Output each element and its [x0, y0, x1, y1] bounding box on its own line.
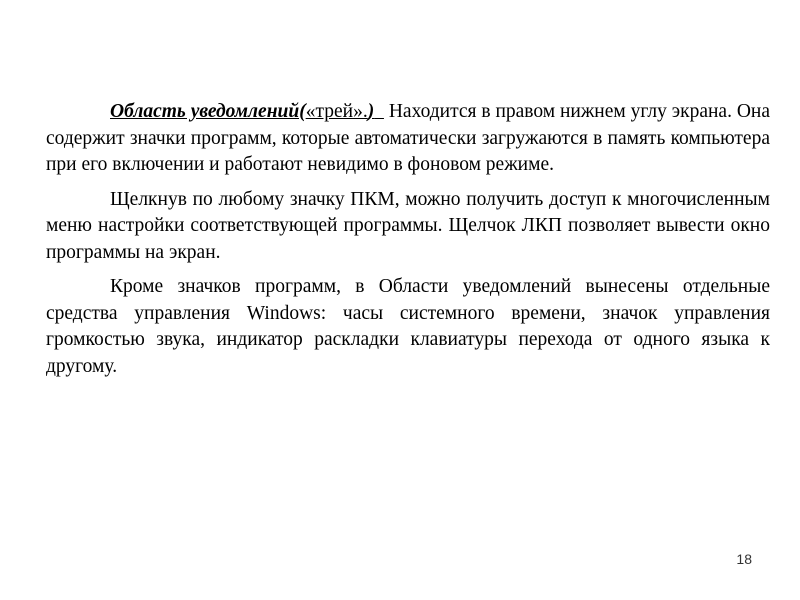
paragraph-text: Кроме значков программ, в Области уведомлений вынесены отдельные средства управления Windows: часы системного времени, значок управления громкостью звука, индикатор раскладки клавиатуры перехода от одного языка к другому. — [46, 276, 770, 377]
paragraph-text: Находится в правом нижнем углу экрана. Она содержит значки программ, которые автоматически загружаются в память компьютера при его включении и работают невидимо в фоновом режиме. — [46, 101, 770, 175]
paragraph-notification-area — [46, 99, 770, 179]
page-number: 18 — [736, 551, 752, 567]
paragraph-context-menu — [46, 187, 770, 267]
term-notification-area: Область уведомлений( — [110, 101, 306, 122]
slide-body — [46, 99, 770, 388]
paragraph-windows-controls — [46, 274, 770, 380]
term-tray: «трей». — [305, 101, 368, 122]
paragraph-text: Щелкнув по любому значку ПКМ, можно получить доступ к многочисленным меню настройки соответствующей программы. Щелчок ЛКП позволяет вывести окно программы на экран. — [46, 188, 770, 263]
term-close-paren: ) — [367, 101, 375, 122]
